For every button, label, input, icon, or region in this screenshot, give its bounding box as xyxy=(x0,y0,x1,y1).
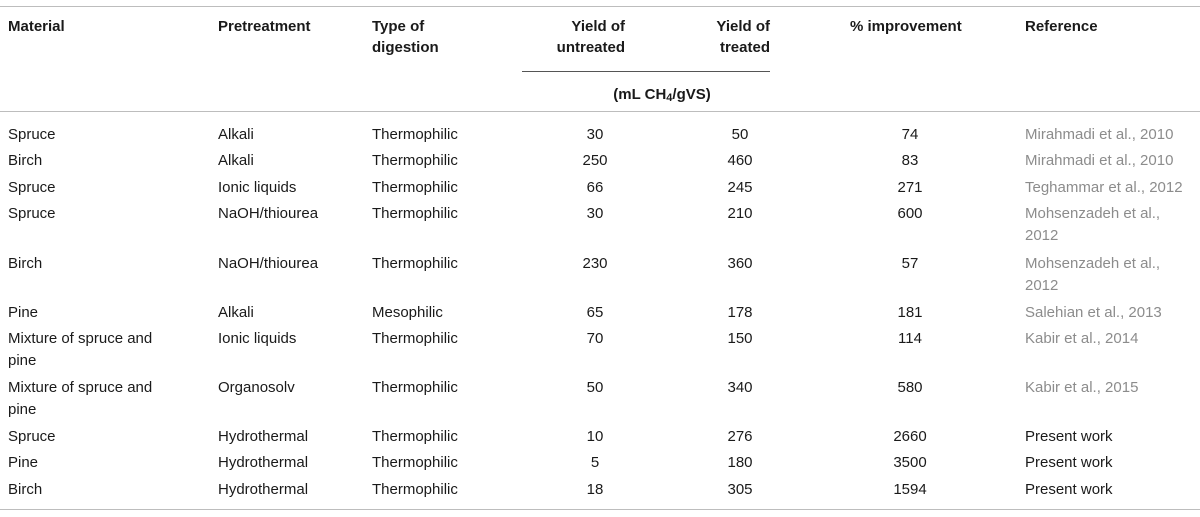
cell-improvement xyxy=(815,302,1005,324)
units-prefix: (mL CH xyxy=(613,86,667,103)
cell-material xyxy=(8,377,208,421)
cell-treated-text: 210 xyxy=(727,205,753,222)
cell-reference-text: Mohsenzadeh et al., xyxy=(1025,255,1161,272)
cell-treated xyxy=(645,479,835,501)
cell-material xyxy=(8,124,208,146)
cell-treated xyxy=(645,452,835,474)
cell-digestion-text: Thermophilic xyxy=(372,126,458,143)
cell-improvement-text: 271 xyxy=(897,179,923,196)
cell-digestion xyxy=(372,426,512,448)
column-header-treated-line2: treated xyxy=(719,39,770,56)
units-suffix: /gVS) xyxy=(672,86,711,103)
cell-pretreatment-text: NaOH/thiourea xyxy=(218,255,319,272)
cell-improvement xyxy=(815,479,1005,501)
cell-treated xyxy=(645,377,835,399)
cell-material xyxy=(8,479,208,501)
cell-digestion xyxy=(372,150,512,172)
cell-pretreatment-text: Alkali xyxy=(218,304,254,321)
cell-digestion xyxy=(372,377,512,399)
cell-reference-text: Salehian et al., 2013 xyxy=(1025,304,1162,321)
column-header-treated xyxy=(660,16,770,58)
cell-material-text: Pine xyxy=(8,304,39,321)
cell-improvement xyxy=(815,124,1005,146)
cell-treated xyxy=(645,328,835,350)
cell-pretreatment-text: Organosolv xyxy=(218,379,295,396)
cell-treated-text: 460 xyxy=(727,152,753,169)
cell-untreated-text: 30 xyxy=(586,126,604,143)
cell-pretreatment xyxy=(218,377,368,399)
cell-reference xyxy=(1025,203,1195,247)
column-header-reference: Reference xyxy=(1025,18,1098,35)
cell-treated-text: 50 xyxy=(731,126,749,143)
cell-digestion xyxy=(372,203,512,225)
cell-reference xyxy=(1025,150,1195,172)
cell-reference xyxy=(1025,426,1195,448)
cell-reference-text: Mohsenzadeh et al., xyxy=(1025,205,1161,222)
cell-reference xyxy=(1025,253,1195,297)
cell-reference-text: Mirahmadi et al., 2010 xyxy=(1025,152,1174,169)
cell-improvement xyxy=(815,203,1005,225)
cell-treated-text: 245 xyxy=(727,179,753,196)
cell-material xyxy=(8,203,208,225)
cell-untreated-text: 65 xyxy=(586,304,604,321)
cell-digestion-text: Thermophilic xyxy=(372,205,458,222)
cell-treated xyxy=(645,426,835,448)
cell-improvement xyxy=(815,150,1005,172)
cell-improvement-text: 114 xyxy=(898,330,922,347)
cell-untreated-text: 50 xyxy=(586,379,604,396)
cell-treated xyxy=(645,177,835,199)
cell-digestion xyxy=(372,302,512,324)
cell-reference-text-line2: 2012 xyxy=(1025,277,1059,294)
cell-pretreatment-text: Ionic liquids xyxy=(218,330,297,347)
cell-pretreatment-text: Hydrothermal xyxy=(218,454,309,471)
cell-improvement-text: 600 xyxy=(897,205,923,222)
cell-digestion-text: Thermophilic xyxy=(372,152,458,169)
cell-material-text: Spruce xyxy=(8,428,56,445)
cell-improvement-text: 2660 xyxy=(893,428,927,445)
cell-digestion-text: Thermophilic xyxy=(372,428,458,445)
column-header-untreated-line2: untreated xyxy=(556,39,625,56)
cell-treated xyxy=(645,124,835,146)
cell-digestion-text: Thermophilic xyxy=(372,481,458,498)
cell-pretreatment xyxy=(218,302,368,324)
cell-improvement-text: 57 xyxy=(901,255,919,272)
cell-material-text-line2: pine xyxy=(8,352,37,369)
cell-pretreatment xyxy=(218,452,368,474)
cell-improvement-text: 3500 xyxy=(893,454,927,471)
cell-untreated-text: 30 xyxy=(586,205,604,222)
cell-reference xyxy=(1025,124,1195,146)
cell-reference-text: Mirahmadi et al., 2010 xyxy=(1025,126,1174,143)
column-header-digestion xyxy=(372,16,492,58)
cell-digestion-text: Thermophilic xyxy=(372,330,458,347)
cell-improvement xyxy=(815,177,1005,199)
cell-digestion-text: Thermophilic xyxy=(372,255,458,272)
cell-pretreatment-text: Hydrothermal xyxy=(218,428,309,445)
cell-pretreatment xyxy=(218,177,368,199)
cell-reference xyxy=(1025,377,1195,399)
cell-treated-text: 180 xyxy=(727,454,753,471)
cell-material-text: Mixture of spruce and xyxy=(8,330,153,347)
cell-untreated-text: 18 xyxy=(586,481,604,498)
cell-digestion xyxy=(372,452,512,474)
column-header-untreated-line1: Yield of xyxy=(571,18,625,35)
cell-improvement xyxy=(815,253,1005,275)
column-header-improvement: % improvement xyxy=(850,18,962,35)
cell-pretreatment-text: Ionic liquids xyxy=(218,179,297,196)
cell-treated-text: 360 xyxy=(727,255,753,272)
column-header-pretreatment: Pretreatment xyxy=(218,18,311,35)
cell-reference-text: Present work xyxy=(1025,481,1113,498)
cell-material xyxy=(8,452,208,474)
cell-reference xyxy=(1025,177,1195,199)
cell-pretreatment xyxy=(218,426,368,448)
cell-digestion-text: Mesophilic xyxy=(372,304,443,321)
cell-treated-text: 150 xyxy=(727,330,753,347)
cell-untreated-text: 70 xyxy=(586,330,604,347)
cell-reference-text: Present work xyxy=(1025,428,1113,445)
cell-material-text: Spruce xyxy=(8,126,56,143)
table-bottom-rule xyxy=(0,509,1200,510)
cell-reference xyxy=(1025,302,1195,324)
yield-header-underline xyxy=(522,71,770,72)
cell-material-text: Birch xyxy=(8,255,43,272)
cell-material-text: Mixture of spruce and xyxy=(8,379,153,396)
cell-improvement xyxy=(815,328,1005,350)
cell-treated xyxy=(645,203,835,225)
cell-untreated-text: 10 xyxy=(586,428,604,445)
column-header-untreated xyxy=(520,16,625,58)
cell-pretreatment-text: Alkali xyxy=(218,126,254,143)
cell-reference xyxy=(1025,479,1195,501)
cell-pretreatment xyxy=(218,124,368,146)
cell-improvement-text: 580 xyxy=(897,379,923,396)
cell-improvement xyxy=(815,452,1005,474)
column-header-digestion-line1: Type of xyxy=(372,18,425,35)
cell-treated-text: 340 xyxy=(727,379,753,396)
column-header-material: Material xyxy=(8,18,65,35)
cell-reference-text: Kabir et al., 2014 xyxy=(1025,330,1139,347)
cell-treated-text: 305 xyxy=(727,481,753,498)
cell-material xyxy=(8,302,208,324)
cell-material-text: Birch xyxy=(8,481,43,498)
cell-treated-text: 178 xyxy=(727,304,753,321)
cell-treated-text: 276 xyxy=(727,428,753,445)
cell-pretreatment-text: Hydrothermal xyxy=(218,481,309,498)
cell-material xyxy=(8,177,208,199)
cell-pretreatment xyxy=(218,150,368,172)
cell-digestion xyxy=(372,253,512,275)
cell-material-text: Spruce xyxy=(8,205,56,222)
cell-reference xyxy=(1025,328,1195,350)
units-subscript: 4 xyxy=(666,92,673,104)
cell-digestion xyxy=(372,177,512,199)
cell-digestion xyxy=(372,479,512,501)
yield-units-label xyxy=(522,84,802,109)
cell-material-text: Spruce xyxy=(8,179,56,196)
cell-improvement-text: 181 xyxy=(897,304,923,321)
column-header-digestion-line2: digestion xyxy=(372,39,439,56)
cell-pretreatment xyxy=(218,328,368,350)
cell-material xyxy=(8,328,208,372)
cell-reference-text: Teghammar et al., 2012 xyxy=(1025,179,1183,196)
cell-untreated-text: 66 xyxy=(586,179,604,196)
cell-material-text: Pine xyxy=(8,454,39,471)
cell-untreated-text: 5 xyxy=(590,454,600,471)
cell-material xyxy=(8,253,208,275)
cell-material-text-line2: pine xyxy=(8,401,37,418)
cell-pretreatment xyxy=(218,479,368,501)
cell-pretreatment xyxy=(218,203,368,225)
cell-digestion-text: Thermophilic xyxy=(372,179,458,196)
cell-treated xyxy=(645,253,835,275)
cell-treated xyxy=(645,150,835,172)
cell-digestion-text: Thermophilic xyxy=(372,454,458,471)
cell-untreated-text: 230 xyxy=(582,255,608,272)
table-top-rule xyxy=(0,6,1200,7)
cell-treated xyxy=(645,302,835,324)
cell-pretreatment xyxy=(218,253,368,275)
cell-reference-text: Kabir et al., 2015 xyxy=(1025,379,1139,396)
cell-material-text: Birch xyxy=(8,152,43,169)
cell-improvement-text: 74 xyxy=(901,126,919,143)
cell-material xyxy=(8,150,208,172)
cell-digestion-text: Thermophilic xyxy=(372,379,458,396)
cell-material xyxy=(8,426,208,448)
header-bottom-rule xyxy=(0,111,1200,112)
column-header-treated-line1: Yield of xyxy=(716,18,770,35)
cell-improvement-text: 83 xyxy=(901,152,919,169)
cell-pretreatment-text: Alkali xyxy=(218,152,254,169)
cell-reference xyxy=(1025,452,1195,474)
cell-pretreatment-text: NaOH/thiourea xyxy=(218,205,319,222)
cell-digestion xyxy=(372,124,512,146)
cell-improvement xyxy=(815,377,1005,399)
cell-untreated-text: 250 xyxy=(582,152,608,169)
cell-improvement-text: 1594 xyxy=(893,481,927,498)
cell-improvement xyxy=(815,426,1005,448)
cell-reference-text: Present work xyxy=(1025,454,1113,471)
cell-digestion xyxy=(372,328,512,350)
cell-reference-text-line2: 2012 xyxy=(1025,227,1059,244)
